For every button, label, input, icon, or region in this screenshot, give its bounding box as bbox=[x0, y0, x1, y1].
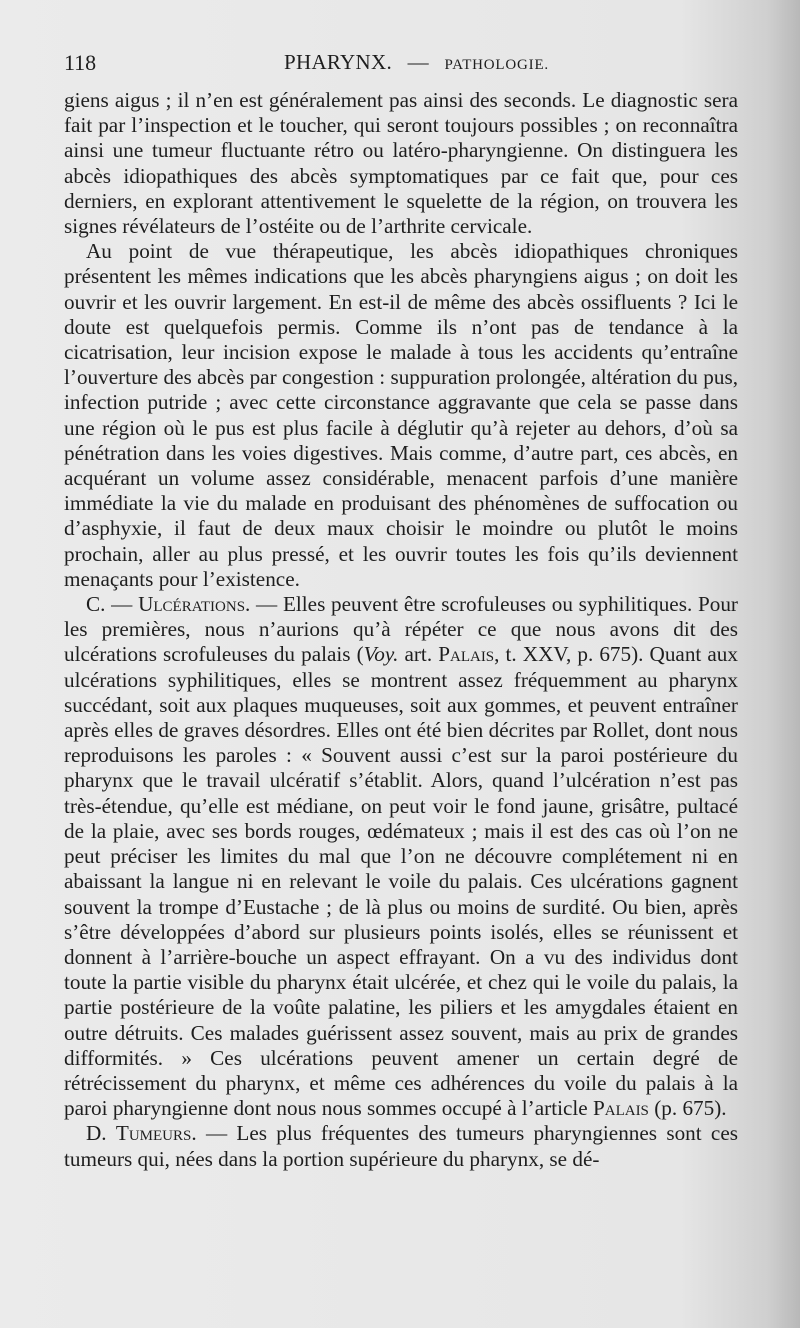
art-abbreviation: art. bbox=[398, 642, 439, 667]
palais-reference-2: Palais bbox=[592, 1096, 649, 1121]
voy-abbreviation: Voy. bbox=[363, 642, 399, 667]
page-number: 118 bbox=[64, 50, 97, 75]
paragraph-ulcerations bbox=[64, 592, 738, 1121]
paragraph-tumeurs bbox=[64, 1121, 738, 1171]
running-title-main: PHARYNX. bbox=[284, 50, 393, 74]
ulcerations-text-c: (p. 675). bbox=[648, 1096, 727, 1121]
tumeurs-text: . — Les plus fréquentes des tumeurs pharyngiennes sont ces tumeurs qui, nées dans la portion supérieure du pharynx, se dé- bbox=[64, 1121, 738, 1171]
ulcerations-text-b: , t. XXV, p. 675). Quant aux ulcérations syphilitiques, elles se montrent assez fréquemment au pharynx succédant, soit aux plaques muqueuses, soit aux gommes, et peuvent entraîner après elles de graves désordres. Elles ont été bien décrites par Rollet, dont nous reproduisons les paroles : « Souvent aussi c’est sur la paroi postérieure du pharynx que le travail ulcératif s’établit. Alors, quand l’ulcération n’est pas très-étendue, qu’elle est médiane, on peut voir le fond jaune, grisâtre, pultacé de la plaie, avec ses bords rouges, œdémateux ; mais il est des cas où l’on ne peut préciser les limites du mal que l’on ne découvre complétement ni en abaissant la langue ni en relevant le voile du palais. Ces ulcérations gagnent souvent la trompe d’Eustache ; de là plus ou moins de surdité. Ou bien, après s’être développées d’abord sur plusieurs points isolés, elles se réunissent et donnent à l’arrière-bouche un aspect effrayant. On a vu des individus dont toute la partie visible du pharynx était ulcérée, et chez qui le voile du palais, la partie postérieure de la voûte palatine, les piliers et les amygdales étaient en outre détruits. Ces malades guérissent assez souvent, mais au prix de grandes difformités. » Ces ulcérations peuvent amener un certain degré de rétrécissement du pharynx, et même ces adhérences du voile du palais à la paroi pharyngienne dont nous nous sommes occupé à l’article bbox=[64, 642, 738, 1121]
palais-reference: Palais bbox=[438, 642, 495, 667]
section-letter-d: D. bbox=[86, 1121, 116, 1146]
paragraph-diagnostic: giens aigus ; il n’en est généralement pas ainsi des seconds. Le diagnostic sera fait par l’inspection et le toucher, qui seront toujours possibles ; on reconnaîtra ainsi une tumeur fluctuante rétro ou latéro-pharyngienne. On distinguera les abcès idiopathiques des abcès symptomatiques par ce fait que, pour ces derniers, en explorant attentivement le squelette de la région, on trouvera les signes révélateurs de l’ostéite ou de l’arthrite cervicale. bbox=[64, 88, 738, 239]
running-title bbox=[284, 50, 549, 75]
page-header bbox=[64, 50, 738, 80]
section-heading-ulcerations: Ulcérations bbox=[138, 592, 246, 617]
body-text bbox=[64, 88, 738, 1172]
running-title-dash: — bbox=[407, 50, 429, 74]
section-letter-c: C. — bbox=[86, 592, 139, 617]
running-title-subtitle: PATHOLOGIE. bbox=[444, 57, 549, 73]
section-heading-tumeurs: Tumeurs bbox=[115, 1121, 192, 1146]
paragraph-therapeutics: Au point de vue thérapeutique, les abcès idiopathiques chroniques présentent les mêmes indications que les abcès pharyngiens aigus ; on doit les ouvrir et les ouvrir largement. En est-il de même des abcès ossifluents ? Ici le doute est quelquefois permis. Comme ils n’ont pas de tendance à la cicatrisation, leur incision expose le malade à tous les accidents qu’entraîne l’ouverture des abcès par congestion : suppuration prolongée, altération du pus, infection putride ; avec cette circonstance aggravante que cela se passe dans une région où le pus est plus facile à déglutir qu’à rejeter au dehors, d’où sa pénétration dans les voies digestives. Mais comme, d’autre part, ces abcès, en acquérant un volume assez considérable, menacent parfois d’une manière immédiate la vie du malade en produisant des phénomènes de suffocation ou d’asphyxie, il faut de deux maux choisir le moindre ou plutôt le moins prochain, aller au plus pressé, et les ouvrir toutes les fois qu’ils deviennent menaçants pour l’existence. bbox=[64, 239, 738, 591]
ulcerations-text-a: . — Elles peuvent être scrofuleuses ou syphilitiques. Pour les premières, nous n’aurions qu’à répéter ce que nous avons dit des ulcérations scrofuleuses du palais ( bbox=[64, 592, 738, 667]
